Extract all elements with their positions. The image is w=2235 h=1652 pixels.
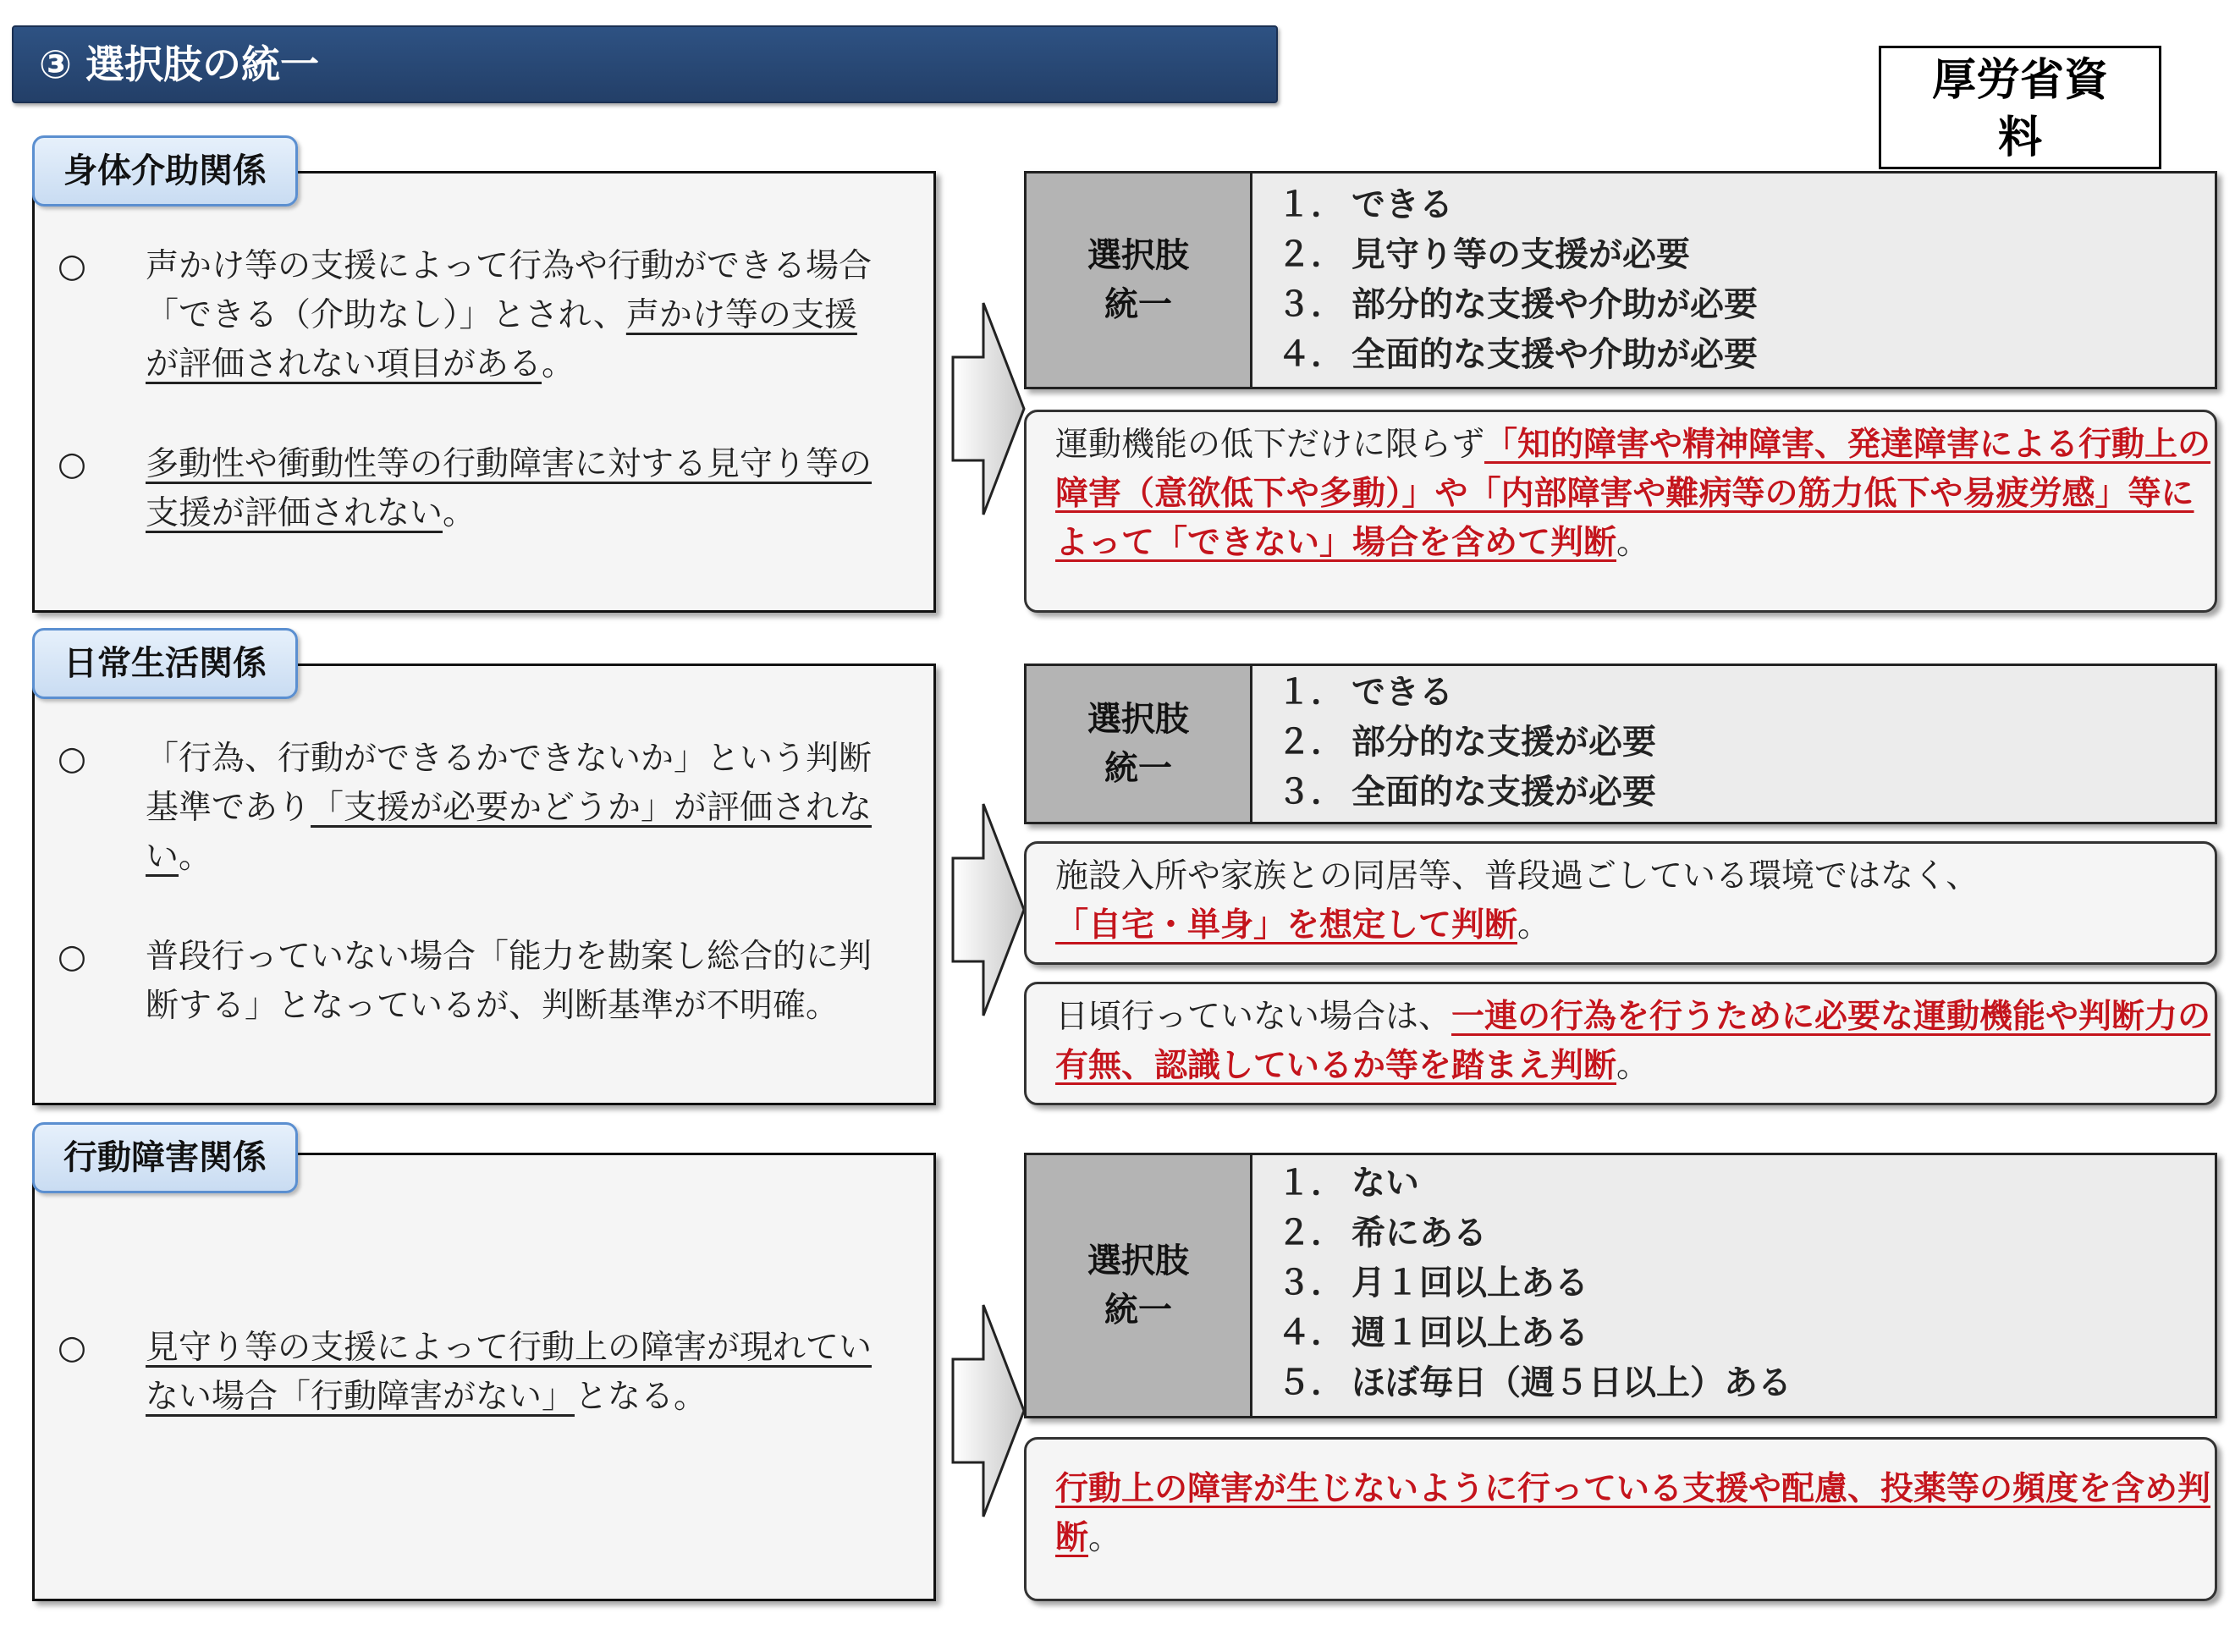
- option-list: [1277, 1159, 1792, 1408]
- note-emphasis: 行動上の障害が生じないように行っている支援や配慮、投薬等の頻度を含め判断: [1055, 1470, 2211, 1557]
- option-item: ４． 全面的な支援や介助が必要: [1277, 335, 1758, 374]
- bullet-text: 「行為、行動ができるかできないか」という判断基準であり: [146, 740, 873, 827]
- panel-physical-assist: [32, 171, 936, 613]
- option-item: ３． 月１回以上ある: [1277, 1264, 1588, 1302]
- badge-line-1: 厚労省資: [1931, 55, 2108, 106]
- bullet-item: [58, 1324, 887, 1422]
- option-list: [1277, 180, 1758, 380]
- note-box: [1024, 410, 2217, 613]
- choice-box: [1024, 171, 2217, 389]
- choice-label-line: 選択肢: [1087, 1242, 1189, 1280]
- bullet-mark: ○: [58, 247, 87, 285]
- bullet-item: [58, 440, 887, 538]
- bullet-end: 。: [443, 494, 476, 532]
- option-item: １． できる: [1277, 185, 1453, 224]
- choice-label-line: 統一: [1104, 285, 1172, 324]
- note-end: 。: [1616, 1047, 1650, 1085]
- option-item: １． できる: [1277, 673, 1453, 712]
- panel-daily-life: [32, 664, 936, 1105]
- choice-label: [1027, 173, 1252, 387]
- note-text: 運動機能の低下だけに限らず: [1055, 426, 1485, 464]
- note-emphasis: 「自宅・単身」を想定して判断: [1055, 906, 1518, 944]
- source-badge: [1879, 46, 2161, 169]
- bullet-mark: ○: [58, 938, 87, 976]
- option-item: ３． 全面的な支援が必要: [1277, 773, 1656, 812]
- badge-line-2: 料: [1997, 113, 2042, 163]
- bullet-mark: ○: [58, 445, 87, 483]
- option-item: ５． ほぼ毎日（週５日以上）ある: [1277, 1363, 1792, 1402]
- option-item: ３． 部分的な支援や介助が必要: [1277, 285, 1758, 324]
- bullet-text: 普段行っていない場合「能力を勘案し総合的に判断する」となっているが、判断基準が不明確。: [146, 938, 873, 1025]
- choice-box: [1024, 664, 2217, 824]
- bullet-mark: ○: [58, 1329, 87, 1367]
- note-end: 。: [1517, 906, 1551, 944]
- bullet-end: 。: [179, 838, 212, 876]
- note-box: [1024, 841, 2217, 965]
- right-arrow-icon: [950, 799, 1027, 1021]
- bullet-text: 声かけ等の支援によって行為や行動ができる場合「できる（介助なし）」とされ、: [146, 247, 873, 334]
- bullet-end: 。: [542, 345, 575, 383]
- option-item: ２． 見守り等の支援が必要: [1277, 235, 1690, 274]
- choice-box: [1024, 1153, 2217, 1418]
- bullet-underlined: 「支援が必要かどうか」が評価されない: [146, 789, 873, 876]
- choice-label: [1027, 1155, 1252, 1416]
- bullet-item: [58, 735, 887, 882]
- note-box: [1024, 982, 2217, 1105]
- note-end: 。: [1616, 524, 1650, 562]
- choice-label-line: 選択肢: [1087, 236, 1189, 275]
- choice-label-line: 統一: [1104, 1291, 1172, 1330]
- tab-physical-assist: 身体介助関係: [32, 135, 298, 206]
- bullet-underlined: 多動性や衝動性等の行動障害に対する見守り等の支援が評価されない: [146, 445, 873, 532]
- bullet-end: となる。: [575, 1378, 707, 1416]
- tab-behavior-disorder: 行動障害関係: [32, 1122, 298, 1193]
- right-arrow-icon: [950, 1300, 1027, 1522]
- tab-daily-life: 日常生活関係: [32, 628, 298, 699]
- note-emphasis: 一連の行為を行うために必要な運動機能や判断力の有無、認識しているか等を踏まえ判断: [1055, 998, 2211, 1085]
- option-list: [1277, 668, 1656, 818]
- bullet-item: [58, 933, 887, 1031]
- option-item: ２． 希にある: [1277, 1214, 1487, 1253]
- right-arrow-icon: [950, 298, 1027, 520]
- option-item: １． ない: [1277, 1164, 1419, 1203]
- option-item: ４． 週１回以上ある: [1277, 1313, 1588, 1352]
- choice-label-line: 選択肢: [1087, 700, 1189, 739]
- bullet-underlined: 声かけ等の支援が評価されない項目がある: [146, 296, 857, 383]
- choice-label: [1027, 666, 1252, 822]
- bullet-item: [58, 242, 887, 389]
- note-end: 。: [1088, 1519, 1122, 1557]
- note-emphasis: 「知的障害や精神障害、発達障害による行動上の障害（意欲低下や多動）」や「内部障害や難病等の筋力低下や易疲労感」等によって「できない」場合を含めて判断: [1055, 426, 2211, 562]
- section-title: ③ 選択肢の統一: [12, 25, 1278, 103]
- option-item: ２． 部分的な支援が必要: [1277, 723, 1656, 762]
- bullet-underlined: 見守り等の支援によって行動上の障害が現れていない場合「行動障害がない」: [146, 1329, 873, 1416]
- note-text: 施設入所や家族との同居等、普段過ごしている環境ではなく、: [1055, 857, 1979, 895]
- choice-label-line: 統一: [1104, 749, 1172, 788]
- note-text: 日頃行っていない場合は、: [1055, 998, 1452, 1036]
- bullet-mark: ○: [58, 740, 87, 778]
- note-box: [1024, 1437, 2217, 1601]
